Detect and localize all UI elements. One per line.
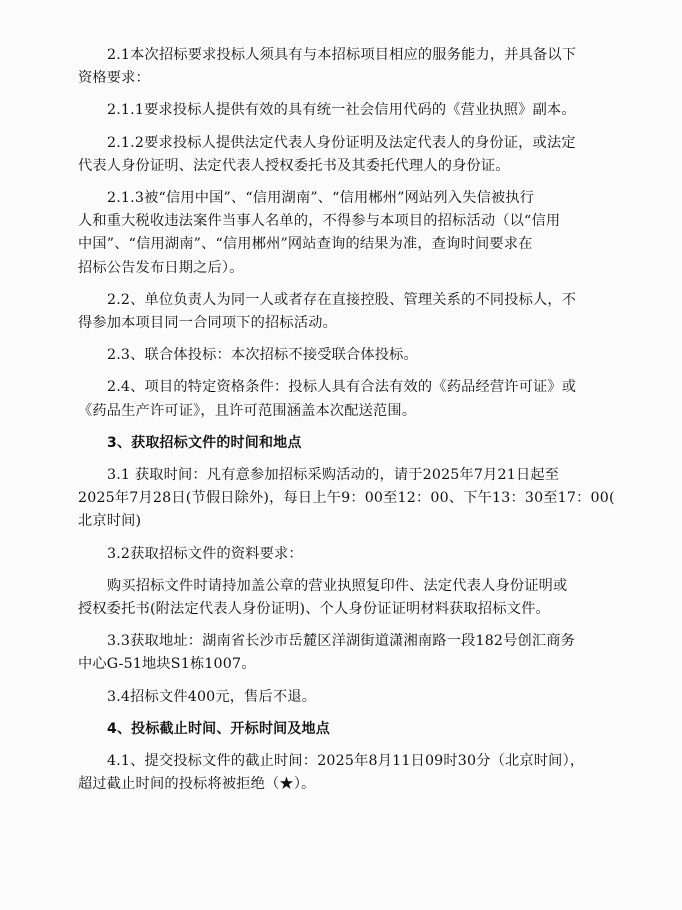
paragraph-3-1-line-2: 2025年7月28日(节假日除外)，每日上午9：00至12：00、下午13：30至17：00( <box>78 490 615 507</box>
paragraph-2-1-2-line-1: 2.1.2要求投标人提供法定代表人身份证明及法定代表人的身份证，或法定 <box>107 134 576 151</box>
section-3-heading: 3、获取招标文件的时间和地点 <box>107 434 302 451</box>
paragraph-4-1-line-2: 超过截止时间的投标将被拒绝（★）。 <box>78 776 316 793</box>
paragraph-3-2-detail-line-1: 购买招标文件时请持加盖公章的营业执照复印件、法定代表人身份证明或 <box>107 577 568 594</box>
paragraph-3-2: 3.2获取招标文件的资料要求： <box>107 545 303 562</box>
paragraph-2-1-3-line-3: 中国”、“信用湖南”、“信用郴州”网站查询的结果为准，查询时间要求在 <box>78 236 533 253</box>
paragraph-2-1-line-2: 资格要求： <box>78 70 150 87</box>
paragraph-2-1-3-line-2: 人和重大税收违法案件当事人名单的，不得参与本项目的招标活动（以“信用 <box>78 213 561 230</box>
paragraph-2-1-3-line-4: 招标公告发布日期之后）。 <box>78 259 244 276</box>
paragraph-2-1-1: 2.1.1要求投标人提供有效的具有统一社会信用代码的《营业执照》副本。 <box>107 102 576 119</box>
paragraph-3-2-detail-line-2: 授权委托书(附法定代表人身份证明)、个人身份证证明材料获取招标文件。 <box>78 601 550 618</box>
paragraph-3-3-line-1: 3.3获取地址：湖南省长沙市岳麓区洋湖街道潇湘南路一段182号创汇商务 <box>107 633 576 650</box>
paragraph-3-4: 3.4招标文件400元，售后不退。 <box>107 688 317 705</box>
paragraph-2-1-3-line-1: 2.1.3被“信用中国”、“信用湖南”、“信用郴州”网站列入失信被执行 <box>107 190 535 207</box>
paragraph-2-2-line-2: 得参加本项目同一合同项下的招标活动。 <box>78 315 337 332</box>
paragraph-2-2-line-1: 2.2、单位负责人为同一人或者存在直接控股、管理关系的不同投标人，不 <box>107 291 577 308</box>
paragraph-2-3: 2.3、联合体投标：本次招标不接受联合体投标。 <box>107 347 418 364</box>
paragraph-3-1-line-1: 3.1 获取时间：凡有意参加招标采购活动的，请于2025年7月21日起至 <box>107 467 560 484</box>
paragraph-3-1-line-3: 北京时间) <box>78 513 142 530</box>
paragraph-3-3-line-2: 中心G-51地块S1栋1007。 <box>78 656 256 673</box>
paragraph-2-1-line-1: 2.1本次招标要求投标人须具有与本招标项目相应的服务能力，并具备以下 <box>107 47 577 63</box>
paragraph-2-1-2-line-2: 代表人身份证明、法定代表人授权委托书及其委托代理人的身份证。 <box>78 157 510 174</box>
paragraph-2-4-line-1: 2.4、项目的特定资格条件：投标人具有合法有效的《药品经营许可证》或 <box>107 379 577 396</box>
paragraph-2-4-line-2: 《药品生产许可证》，且许可范围涵盖本次配送范围。 <box>78 402 417 419</box>
paragraph-4-1-line-1: 4.1、提交投标文件的截止时间：2025年8月11日09时30分（北京时间）， <box>107 753 585 770</box>
section-4-heading: 4、投标截止时间、开标时间及地点 <box>107 720 330 737</box>
document-body <box>78 44 615 796</box>
